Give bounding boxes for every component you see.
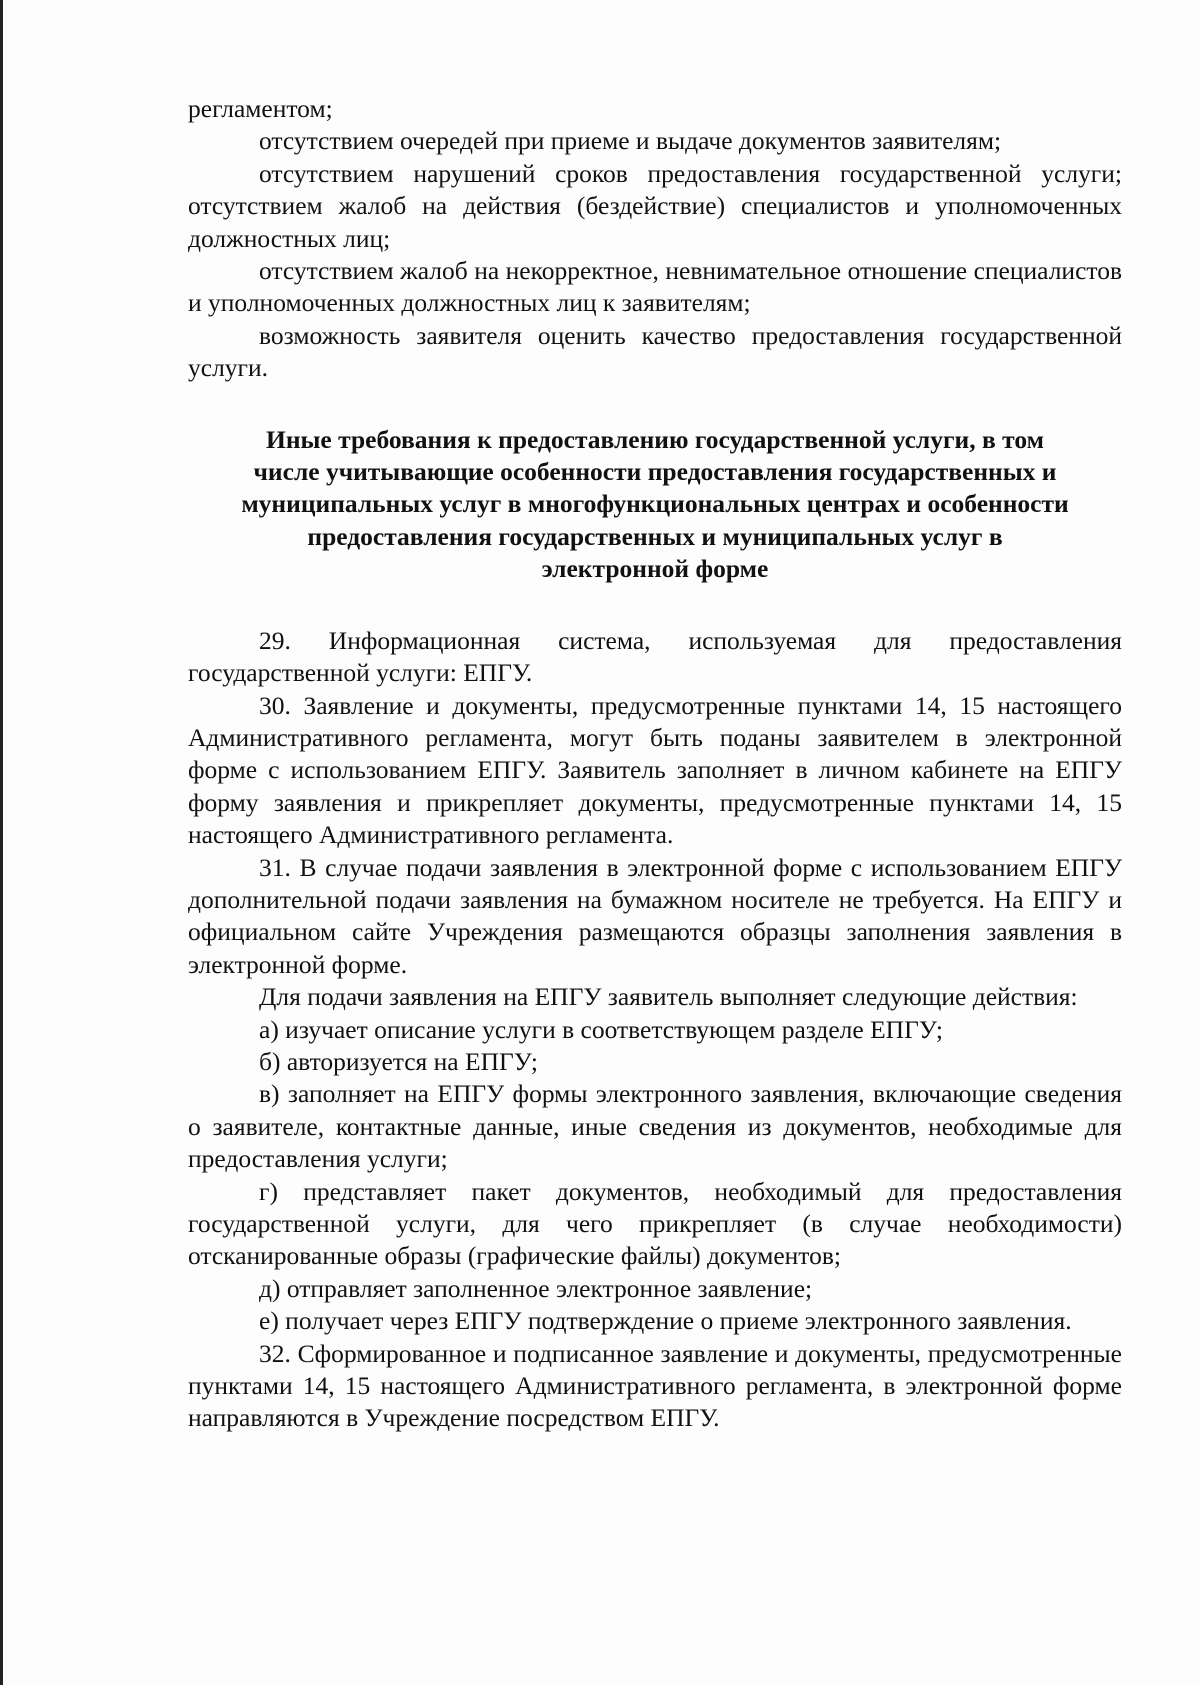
paragraph-30: 30. Заявление и документы, предусмотренные пунктами 14, 15 настоящего Административного регламента, могут быть поданы заявителем в электронной форме с использованием ЕПГУ. Заявитель заполняет в личном кабинете на ЕПГУ форму заявления и прикрепляет документы, предусмотренные пунктами 14, 15 настоящего Административного регламента. xyxy=(188,690,1122,850)
action-item-d: д) отправляет заполненное электронное заявление; xyxy=(259,1273,813,1303)
paragraph-no-queues: отсутствием очередей при приеме и выдаче документов заявителям; xyxy=(259,126,1002,156)
paragraph-no-complaints: отсутствием жалоб на некорректное, невнимательное отношение специалистов и уполномоченных должностных лиц к заявителям; xyxy=(188,256,1122,318)
paragraph-32: 32. Сформированное и подписанное заявление и документы, предусмотренные пунктами 14, 15 настоящего Административного регламента, в электронной форме направляются в Учреждение посредством ЕПГУ. xyxy=(188,1338,1122,1433)
paragraph-rate-quality: возможность заявителя оценить качество предоставления государственной услуги. xyxy=(188,320,1122,383)
action-item-e: е) получает через ЕПГУ подтверждение о приеме электронного заявления. xyxy=(259,1306,1072,1336)
heading-line: числе учитывающие особенности предоставления государственных и xyxy=(253,457,1057,487)
action-item-b: б) авторизуется на ЕПГУ; xyxy=(259,1046,538,1076)
heading-line: электронной форме xyxy=(541,554,769,584)
paragraph-31: 31. В случае подачи заявления в электронной форме с использованием ЕПГУ дополнительной подачи заявления на бумажном носителе не требуется. На ЕПГУ и официальном сайте Учреждения размещаются образцы заполнения заявления в электронной форме. xyxy=(188,852,1122,979)
paragraph-31-actions-intro: Для подачи заявления на ЕПГУ заявитель выполняет следующие действия: xyxy=(259,982,1078,1012)
paragraph-intro-tail: регламентом; xyxy=(188,94,333,123)
scan-edge xyxy=(0,0,3,1685)
action-item-v: в) заполняет на ЕПГУ формы электронного заявления, включающие сведения о заявителе, контактные данные, иные сведения из документов, необходимые для предоставления услуги; xyxy=(188,1079,1122,1174)
section-heading xyxy=(188,424,1122,586)
paragraph-no-violations: отсутствием нарушений сроков предоставления государственной услуги; отсутствием жалоб на действия (бездействие) специалистов и уполномоченных должностных лиц; xyxy=(188,158,1122,253)
heading-line: Иные требования к предоставлению государственной услуги, в том xyxy=(266,424,1044,454)
action-item-a: а) изучает описание услуги в соответствующем разделе ЕПГУ; xyxy=(259,1014,943,1044)
document-body xyxy=(188,93,1122,1435)
heading-line: муниципальных услуг в многофункциональных центрах и особенности xyxy=(241,489,1069,519)
paragraph-29: 29. Информационная система, используемая для предоставления государственной услуги: ЕПГУ. xyxy=(188,625,1122,688)
action-item-g: г) представляет пакет документов, необходимый для предоставления государственной услуги, для чего прикрепляет (в случае необходимости) отсканированные образы (графические файлы) документов; xyxy=(188,1176,1122,1271)
heading-line: предоставления государственных и муниципальных услуг в xyxy=(307,521,1003,551)
